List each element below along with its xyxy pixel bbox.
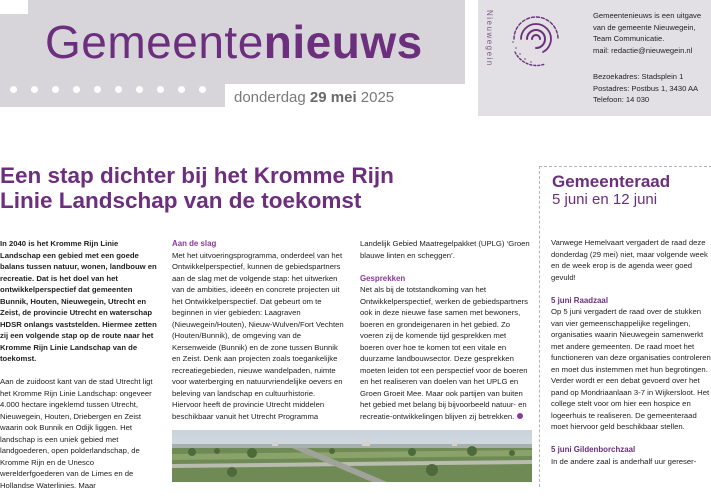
sidebar-paragraph: In de andere zaal is anderhalf uur gereser-: [551, 456, 697, 466]
subheading-gesprekken: Gesprekken: [360, 273, 406, 283]
subheading-aan-de-slag: Aan de slag: [172, 239, 217, 248]
colophon-address: Bezoekadres: Stadsplein 1 Postadres: Postbus 1, 3430 AA Telefoon: 14 030: [593, 72, 699, 104]
city-vertical-label: Nieuwegein: [485, 10, 494, 67]
email-link[interactable]: mail: redactie@nieuwegein.nl: [593, 45, 693, 55]
issue-date: donderdag 29 mei 2025: [234, 89, 395, 106]
landscape-photo: [172, 430, 532, 482]
nieuwegein-logo-icon: [505, 8, 567, 70]
sidebar-paragraph: Verder wordt er een debat gevoerd over het pand op Mondriaanlaan 3-7 in Wijkersloot. Het college stelt voor om hier een hospice en logeerhuis te realiseren. De gemeenteraad moet hiervoor geld beschikbaar stellen.: [551, 376, 710, 431]
article-headline: Een stap dichter bij het Kromme Rijn Linie Landschap van de toekomst: [0, 163, 394, 213]
title-bold: nieuws: [263, 16, 423, 68]
article-column-3: [360, 238, 532, 422]
masthead-corner-notch: [465, 0, 478, 24]
sidebar-subtitle: 5 juni en 12 juni: [552, 191, 658, 208]
article-paragraph: Aan de zuidoost kant van de stad Utrecht ligt het Kromme Rijn Linie Landschap: ongeveer 4.000 hectare ingeklemd tussen Utrecht, Nieuwegein, Houten, Driebergen en Zeist waarin ook Bunnik en Odijk liggen. Het landschap is een uniek gebied met landgoederen, open polderlandschap, de Kromme Rijn en de Unesco werelderfgoederen van de Limes en de Hollandse Waterlinies. Maar: [0, 377, 153, 490]
sidebar-body: [551, 237, 711, 479]
masthead-notch: [0, 0, 28, 14]
article-paragraph: Net als bij de totstandkoming van het Ontwikkelperspectief, werken de gebiedspartners ook in deze nieuwe fase samen met bewoners, boeren en grondeigenaren in het gebied. Zo voeren zij de komende tijd gesprekken met boeren over hoe te komen tot een vitale en duurzame landbouwsector. Deze gesprekken moeten leiden tot een perspectief voor de boeren en het realiseren van doelen van het UPLG en Groen Groeit Mee. Maar ook partijen van buiten het gebied met belang bij bijvoorbeeld natuur- en recreatie-ontwikkelingen blijven zij betrekken.: [360, 285, 528, 421]
sidebar-subheading-gildenborchzaal: 5 juni Gildenborchzaal: [551, 445, 636, 454]
article-paragraph: Landelijk Gebied Maatregelpakket (UPLG) ‘Groen blauwe linten en scheggen’.: [360, 239, 530, 260]
sidebar-paragraph: Vanwege Hemelvaart vergadert de raad deze donderdag (29 mei) niet, maar volgende week en de week erop is de agenda weer goed gevuld!: [551, 238, 708, 282]
title-thin: Gemeente: [45, 16, 264, 68]
article-column-2: [172, 238, 346, 434]
article-intro: In 2040 is het Kromme Rijn Linie Landschap een gebied met een goede balans tussen natuur, wonen, landbouw en recreatie. Dat is het doel van het ontwikkelperspectief dat gemeenten Bunnik, Houten, Nieuwegein, Utrecht en Zeist, de provincie Utrecht en waterschap HDSR onlangs vaststelden. Hiermee zetten zij een volgende stap op de route naar het Kromme Rijn Linie Landschap van de toekomst.: [0, 239, 157, 363]
sidebar-paragraph: Op 5 juni vergadert de raad over de stukken van vier gemeenschappelijke regelingen, organisaties waarin Nieuwegein samenwerkt met andere gemeenten. De raad moet het functioneren van deze organisaties controleren en moet dus instemmen met hun begrotingen.: [551, 307, 711, 374]
article-column-1: [0, 238, 160, 503]
sidebar-title: Gemeenteraad: [552, 172, 671, 191]
article-paragraph: Met het uitvoeringsprogramma, onderdeel van het Ontwikkelperspectief, kunnen de gebiedspartners aan de slag met de volgende stap: het uitwerken van de ambities, ideeën en concrete projecten uit het Ontwikkelperspectief. Dat gebeurt om te beginnen in vier gebieden: Laagraven (Nieuwegein/Houten), Nieuw-Wulven/Fort Vechten (Houten/Bunnik), de omgeving van de Kersenweide (Bunnik) en de zone tussen Bunnik en Zeist. Denk aan projecten zoals toegankelijke recreatiegebieden, nieuwe wandelpaden, ruimte voor waterberging en natuurvriendelijke oevers en beleving van landschap en cultuurhistorie. Hiervoor heeft de provincie Utrecht middelen beschikbaar vanuit het Utrecht Programma: [172, 250, 344, 421]
end-bullet-icon: [517, 413, 523, 419]
sidebar-subheading-raadzaal: 5 juni Raadzaal: [551, 295, 609, 305]
colophon-info: Gemeentenieuws is een uitgave van de gemeente Nieuwegein, Team Communicatie. mail: redactie@nieuwegein.nl: [593, 11, 702, 55]
masthead-title: [45, 17, 423, 67]
